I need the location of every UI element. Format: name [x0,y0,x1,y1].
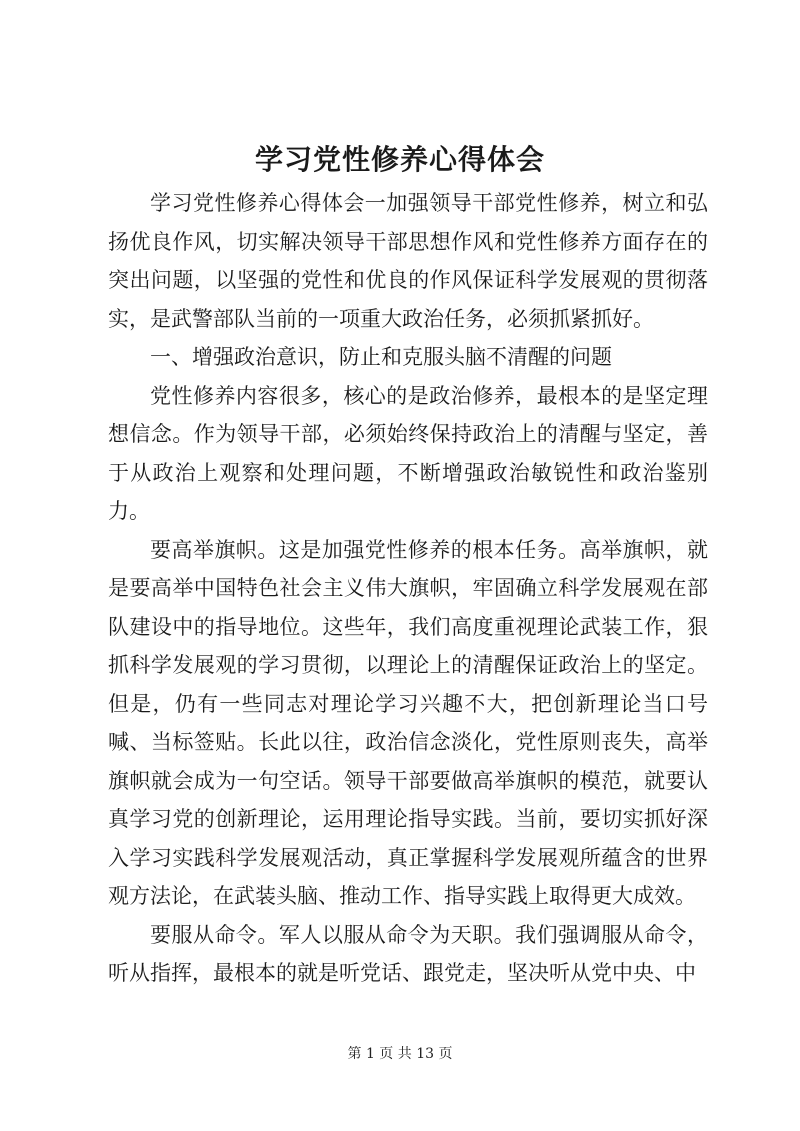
page-number-footer: 第 1 页 共 13 页 [347,1046,453,1062]
paragraph-party-spirit: 党性修养内容很多，核心的是政治修养，最根本的是坚定理想信念。作为领导干部，必须始终保持政治上的清醒与坚定，善于从政治上观察和处理问题，不断增强政治敏锐性和政治鉴别力。 [108,383,708,523]
document-body [108,184,708,993]
section-heading-1: 一、增强政治意识，防止和克服头脑不清醒的问题 [150,345,612,369]
document-title: 学习党性修养心得体会 [254,143,545,176]
paragraph-obey-orders: 要服从命令。军人以服从命令为天职。我们强调服从命令，听从指挥，最根本的就是听党话、跟党走，坚决听从党中央、中 [108,922,708,985]
paragraph-intro: 学习党性修养心得体会一加强领导干部党性修养，树立和弘扬优良作风，切实解决领导干部思想作风和党性修养方面存在的突出问题，以坚强的党性和优良的作风保证科学发展观的贯彻落实，是武警部队当前的一项重大政治任务，必须抓紧抓好。 [108,191,708,331]
paragraph-hold-banner: 要高举旗帜。这是加强党性修养的根本任务。高举旗帜，就是要高举中国特色社会主义伟大旗帜，牢固确立科学发展观在部队建设中的指导地位。这些年，我们高度重视理论武装工作，狠抓科学发展观的学习贯彻，以理论上的清醒保证政治上的坚定。但是，仍有一些同志对理论学习兴趣不大，把创新理论当口号喊、当标签贴。长此以往，政治信念淡化，党性原则丧失，高举旗帜就会成为一句空话。领导干部要做高举旗帜的模范，就要认真学习党的创新理论，运用理论指导实践。当前，要切实抓好深入学习实践科学发展观活动，真正掌握科学发展观所蕴含的世界观方法论，在武装头脑、推动工作、指导实践上取得更大成效。 [108,537,708,908]
